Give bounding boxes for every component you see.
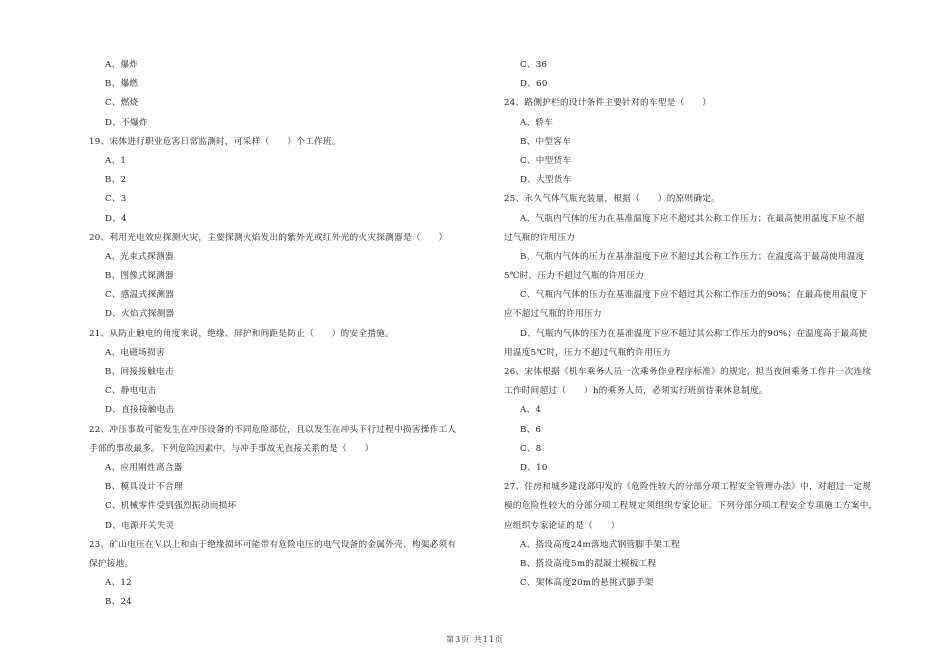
option-line: D、不爆炸 (105, 117, 148, 128)
option-continuation: 用温度5℃时，压力不超过气瓶的许用压力 (504, 347, 671, 358)
question-line: 19、宋体进行职业危害日常监测时，可采样（ ）个工作班。 (89, 136, 341, 147)
option-line: C、8 (520, 443, 542, 454)
option-line: B、24 (105, 597, 133, 608)
option-line: B、气瓶内气体的压力在基准温度下应不超过其公称工作压力；在温度高于最高使用温度 (520, 251, 865, 262)
option-line: A、应用刚性离合器 (105, 462, 183, 473)
question-line: 27、住房和城乡建设部印发的《危险性较大的分部分项工程安全管理办法》中，对超过一定规 (504, 482, 872, 493)
option-continuation: 过气瓶的许用压力 (504, 232, 576, 243)
page-footer: 第3页 共11页 (446, 635, 504, 644)
right-column (504, 56, 899, 593)
option-line: A、轿车 (520, 117, 554, 128)
left-column (89, 56, 484, 612)
question-continuation: 模的危险性较大的分部分项工程规定须组织专家论证。下列分部分项工程安全专项施工方案中， (504, 501, 878, 512)
option-line: C、架体高度20m的悬挑式脚手架 (520, 578, 654, 589)
option-line: C、中型货车 (520, 155, 572, 166)
option-line: C、机械零件受到强烈振动而损坏 (105, 501, 237, 512)
option-line: B、搭设高度5m的混凝土模板工程 (520, 558, 657, 569)
option-line: B、6 (520, 424, 542, 435)
option-line: D、10 (520, 462, 548, 473)
question-line: 25、永久气体气瓶充装量，根据（ ）的原则确定。 (504, 194, 721, 205)
option-line: C、36 (520, 60, 548, 70)
question-line: 26、宋体根据《机车乘务人员一次乘务作业程序标准》的规定，担当夜间乘务工作并一次连续 (504, 367, 872, 377)
option-line: D、气瓶内气体的压力在基准温度下应不超过其公称工作压力的90%；在温度高于最高使 (520, 328, 868, 339)
question-line: 24、路侧护栏的设计条件主要针对的车型是（ ） (504, 98, 712, 109)
option-line: C、气瓶内气体的压力在基准温度下应不超过其公称工作压力的90%；在最高使用温度下 (520, 290, 868, 301)
option-line: D、电源开关失灵 (105, 520, 175, 531)
option-line: B、爆燃 (105, 79, 139, 90)
option-line: D、大型货车 (520, 175, 572, 186)
option-line: C、静电电击 (105, 386, 157, 397)
question-line: 20、利用光电效应探测火灾，主要探测火焰发出的紫外光或红外光的火灾探测器是（ ） (89, 232, 448, 243)
option-line: A、搭设高度24m落地式钢管脚手架工程 (520, 539, 680, 550)
option-continuation: 5℃时，压力不超过气瓶的许用压力 (504, 271, 645, 282)
option-line: B、中型客车 (520, 136, 572, 147)
option-line: B、间接接触电击 (105, 367, 174, 377)
question-line: 22、冲压事故可能发生在冲压设备的不同危险部位，且以发生在冲头下行过程中损害操作工人 (89, 424, 457, 435)
option-line: A、爆炸 (105, 60, 139, 70)
option-line: A、气瓶内气体的压力在基准温度下应不超过其公称工作压力；在最高使用温度下应不超 (520, 213, 865, 224)
option-line: B、图像式探测器 (105, 271, 174, 282)
option-line: A、光束式探测器 (105, 251, 174, 262)
option-line: D、火焰式探测器 (105, 309, 175, 320)
option-continuation: 应不超过气瓶的许用压力 (504, 309, 602, 320)
option-line: A、1 (105, 155, 127, 166)
option-line: D、直接接触电击 (105, 405, 175, 416)
option-line: C、3 (105, 194, 127, 205)
option-line: C、感温式探测器 (105, 290, 175, 301)
question-line: 21、从防止触电的角度来说，绝缘、屏护和间距是防止（ ）的安全措施。 (89, 328, 395, 339)
option-line: B、2 (105, 175, 127, 186)
option-line: C、燃烧 (105, 98, 139, 109)
question-continuation: 保护接地。 (89, 558, 134, 569)
option-line: A、12 (105, 578, 132, 589)
question-continuation: 工作时间超过（ ）h的乘务人员，必须实行班前待乘休息制度。 (504, 386, 768, 397)
option-line: D、4 (105, 213, 127, 224)
option-line: A、电磁场损害 (105, 347, 165, 358)
question-continuation: 手部的事故最多。下列危险因素中，与冲手事故无直接关系的是（ ） (89, 443, 374, 454)
option-line: A、4 (520, 405, 542, 416)
option-line: D、60 (520, 79, 548, 90)
question-line: 23、矿山电压在Ｖ以上和由于绝缘损坏可能带有危险电压的电气设备的金属外壳、构架必须有 (89, 539, 457, 550)
option-line: B、模具设计不合理 (105, 482, 183, 493)
question-continuation: 应组织专家论证的是（ ） (504, 520, 620, 531)
